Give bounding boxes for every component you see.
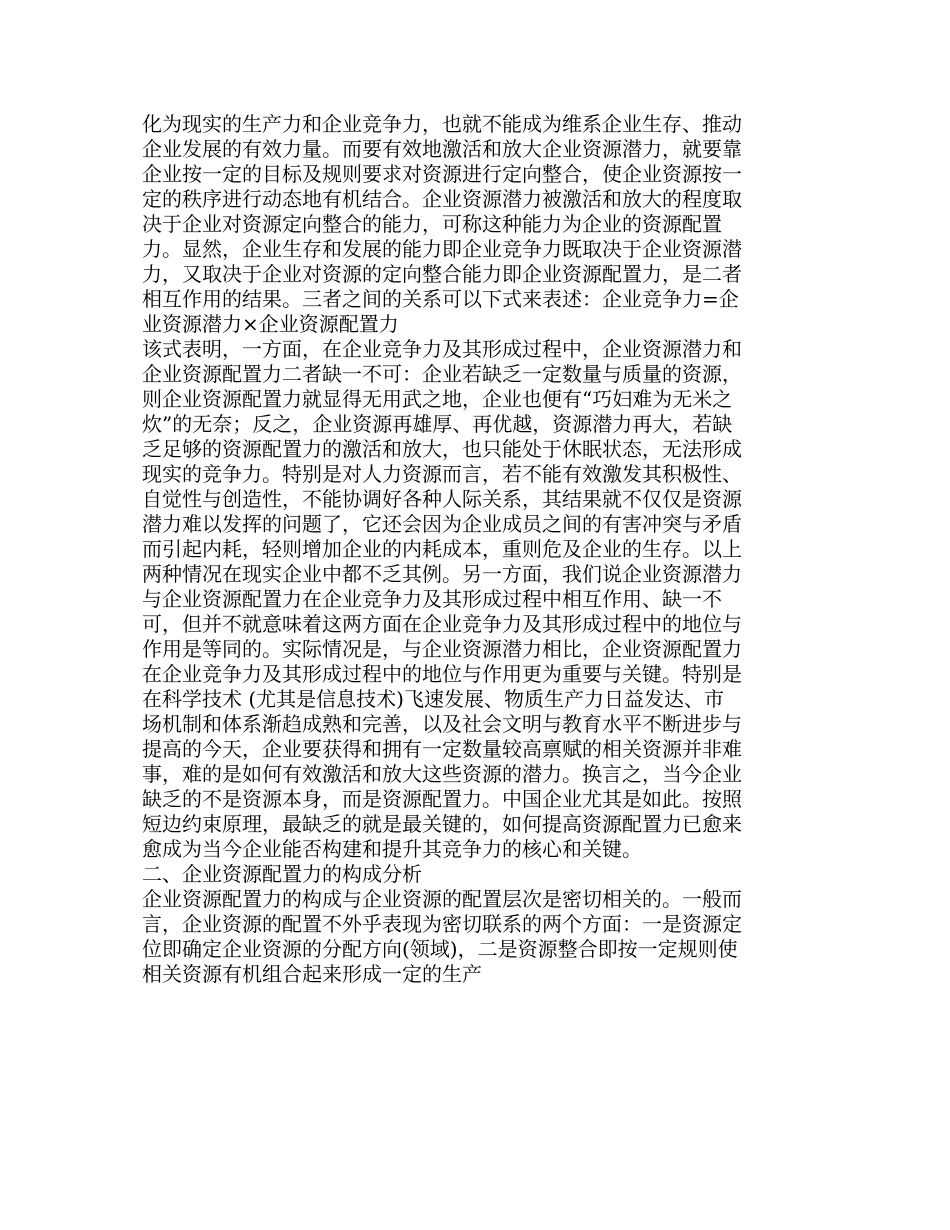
document-body: [142, 112, 742, 987]
paragraph-3: 企业资源配置力的构成与企业资源的配置层次是密切相关的。一般而言，企业资源的配置不外乎表现为密切联系的两个方面：一是资源定位即确定企业资源的分配方向(领域)，二是资源整合即按一定规则使相关资源有机组合起来形成一定的生产: [142, 887, 742, 986]
section-heading: 二、企业资源配置力的构成分析: [142, 862, 422, 886]
paragraph-1: 化为现实的生产力和企业竞争力，也就不能成为维系企业生存、推动企业发展的有效力量。而要有效地激活和放大企业资源潜力，就要靠企业按一定的目标及规则要求对资源进行定向整合，使企业资源按一定的秩序进行动态地有机结合。企业资源潜力被激活和放大的程度取决于企业对资源定向整合的能力，可称这种能力为企业的资源配置力。显然，企业生存和发展的能力即企业竞争力既取决于企业资源潜力，又取决于企业对资源的定向整合能力即企业资源配置力，是二者相互作用的结果。三者之间的关系可以下式来表述：企业竞争力=企业资源潜力×企业资源配置力: [142, 112, 742, 336]
paragraph-2: 该式表明，一方面，在企业竞争力及其形成过程中，企业资源潜力和企业资源配置力二者缺一不可：企业若缺乏一定数量与质量的资源，则企业资源配置力就显得无用武之地，企业也便有“巧妇难为无米之炊”的无奈；反之，企业资源再雄厚、再优越，资源潜力再大，若缺乏足够的资源配置力的激活和放大，也只能处于休眠状态，无法形成现实的竞争力。特别是对人力资源而言，若不能有效激发其积极性、自觉性与创造性，不能协调好各种人际关系，其结果就不仅仅是资源潜力难以发挥的问题了，它还会因为企业成员之间的有害冲突与矛盾而引起内耗，轻则增加企业的内耗成本，重则危及企业的生存。以上两种情况在现实企业中都不乏其例。另一方面，我们说企业资源潜力与企业资源配置力在企业竞争力及其形成过程中相互作用、缺一不可，但并不就意味着这两方面在企业竞争力及其形成过程中的地位与作用是等同的。实际情况是，与企业资源潜力相比，企业资源配置力在企业竞争力及其形成过程中的地位与作用更为重要与关键。特别是在科学技术 (尤其是信息技术)飞速发展、物质生产力日益发达、市场机制和体系渐趋成熟和完善，以及社会文明与教育水平不断进步与提高的今天，企业要获得和拥有一定数量较高禀赋的相关资源并非难事，难的是如何有效激活和放大这些资源的潜力。换言之，当今企业缺乏的不是资源本身，而是资源配置力。中国企业尤其是如此。按照短边约束原理，最缺乏的就是最关键的，如何提高资源配置力已愈来愈成为当今企业能否构建和提升其竞争力的核心和关键。: [142, 337, 742, 861]
